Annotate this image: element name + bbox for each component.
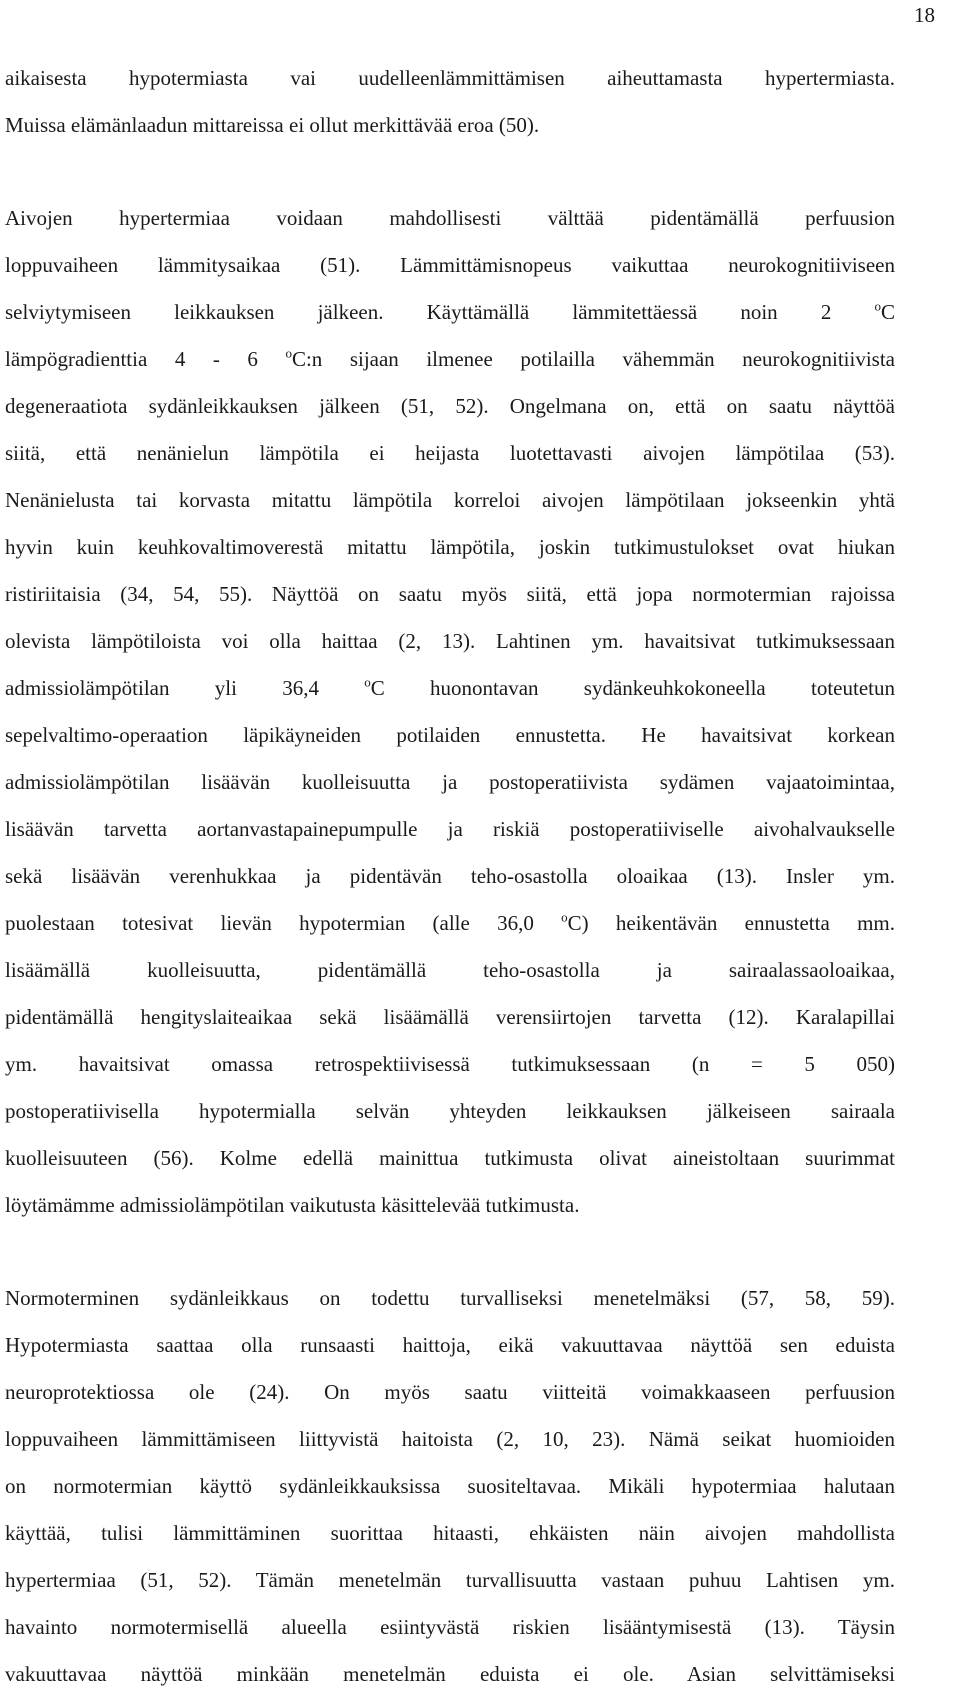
text-line: vakuuttavaa näyttöä minkään menetelmän eduista ei ole. Asian selvittämiseksi [5, 1662, 895, 1686]
paragraph [5, 1275, 895, 1698]
text-line: ristiriitaisia (34, 54, 55). Näyttöä on saatu myös siitä, että jopa normotermian rajoissa [5, 582, 895, 606]
text-line: sekä lisäävän verenhukkaa ja pidentävän teho-osastolla oloaikaa (13). Insler ym. [5, 864, 895, 888]
text-line: Hypotermiasta saattaa olla runsaasti haittoja, eikä vakuuttavaa näyttöä sen eduista [5, 1333, 895, 1357]
text-line: aikaisesta hypotermiasta vai uudelleenlämmittämisen aiheuttamasta hypertermiasta. [5, 66, 895, 90]
text-line: on normotermian käyttö sydänleikkauksissa suositeltavaa. Mikäli hypotermiaa halutaan [5, 1474, 895, 1498]
text-line: hypertermiaa (51, 52). Tämän menetelmän turvallisuutta vastaan puhuu Lahtisen ym. [5, 1568, 895, 1592]
text-line: degeneraatiota sydänleikkauksen jälkeen (51, 52). Ongelmana on, että on saatu näyttöä [5, 394, 895, 418]
text-line: Nenänielusta tai korvasta mitattu lämpötila korreloi aivojen lämpötilaan jokseenkin yhtä [5, 488, 895, 512]
text-line: pidentämällä hengityslaiteaikaa sekä lisäämällä verensiirtojen tarvetta (12). Karalapillai [5, 1005, 895, 1029]
paragraph-gap [5, 1229, 895, 1275]
degree-superscript: o [561, 909, 568, 925]
text-line: ym. havaitsivat omassa retrospektiivisessä tutkimuksessaan (n = 5 050) [5, 1052, 895, 1076]
text-line: siitä, että nenänielun lämpötila ei heijasta luotettavasti aivojen lämpötilaa (53). [5, 441, 895, 465]
text-line: neuroprotektiossa ole (24). On myös saatu viitteitä voimakkaaseen perfuusion [5, 1380, 895, 1404]
text-line: lisäämällä kuolleisuutta, pidentämällä teho-osastolla ja sairaalassaoloaikaa, [5, 958, 895, 982]
text-line: kuolleisuuteen (56). Kolme edellä mainittua tutkimusta olivat aineistoltaan suurimmat [5, 1146, 895, 1170]
text-line: postoperatiivisella hypotermialla selvän yhteyden leikkauksen jälkeiseen sairaala [5, 1099, 895, 1123]
text-line: olevista lämpötiloista voi olla haittaa (2, 13). Lahtinen ym. havaitsivat tutkimuksessaan [5, 629, 895, 653]
text-line: admissiolämpötilan lisäävän kuolleisuutta ja postoperatiivista sydämen vajaatoimintaa, [5, 770, 895, 794]
text-line: havainto normotermisellä alueella esiintyvästä riskien lisääntymisestä (13). Täysin [5, 1615, 895, 1639]
text-line: Muissa elämänlaadun mittareissa ei ollut merkittävää eroa (50). [5, 113, 540, 137]
text-line: lämpögradienttia 4 - 6 $^o$C:n sijaan ilmenee potilailla vähemmän neurokognitiivista [5, 345, 896, 371]
text-line: käyttää, tulisi lämmittäminen suorittaa hitaasti, ehkäisten näin aivojen mahdollista [5, 1521, 895, 1545]
text-line: puolestaan totesivat lievän hypotermian (alle 36,0 $^o$C) heikentävän ennustetta mm. [5, 909, 895, 935]
degree-superscript: o [364, 674, 371, 690]
text-line: löytämämme admissiolämpötilan vaikutusta käsittelevää tutkimusta. [5, 1193, 580, 1217]
text-line: admissiolämpötilan yli 36,4 $^o$C huonontavan sydänkeuhkokoneella toteutetun [5, 674, 895, 700]
text-line: sepelvaltimo-operaation läpikäyneiden potilaiden ennustetta. He havaitsivat korkean [5, 723, 895, 747]
text-line: Aivojen hypertermiaa voidaan mahdollisesti välttää pidentämällä perfuusion [5, 206, 895, 230]
text-line: lisäävän tarvetta aortanvastapainepumpulle ja riskiä postoperatiiviselle aivohalvaukselle [5, 817, 895, 841]
text-line: hyvin kuin keuhkovaltimoverestä mitattu lämpötila, joskin tutkimustulokset ovat hiukan [5, 535, 895, 559]
text-line: Normoterminen sydänleikkaus on todettu turvalliseksi menetelmäksi (57, 58, 59). [5, 1286, 895, 1310]
paragraph [5, 195, 895, 1229]
page-number: 18 [914, 3, 935, 27]
body-text [5, 55, 895, 1698]
paragraph [5, 55, 895, 149]
text-line: loppuvaiheen lämmittämiseen liittyvistä haitoista (2, 10, 23). Nämä seikat huomioiden [5, 1427, 895, 1451]
degree-superscript: o [285, 345, 292, 361]
paragraph-gap [5, 149, 895, 195]
text-line: loppuvaiheen lämmitysaikaa (51). Lämmittämisnopeus vaikuttaa neurokognitiiviseen [5, 253, 895, 277]
degree-superscript: o [874, 298, 881, 314]
text-line: selviytymiseen leikkauksen jälkeen. Käyttämällä lämmitettäessä noin 2 $^o$C [5, 298, 895, 324]
